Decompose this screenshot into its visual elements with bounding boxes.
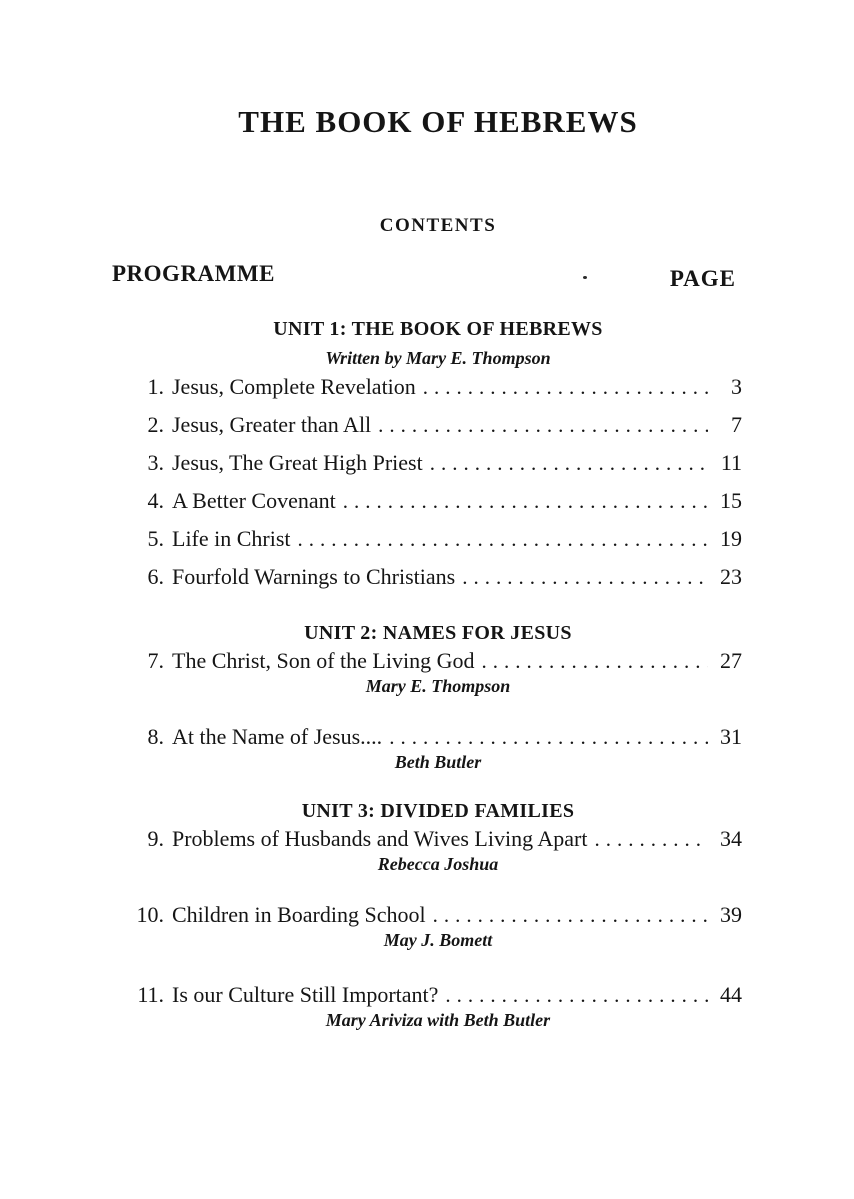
entry-title: Fourfold Warnings to Christians: [172, 564, 456, 589]
entry-author: May J. Bomett: [383, 930, 493, 950]
toc-section-unit-2: [0, 620, 854, 772]
entry-number: 11.: [137, 982, 164, 1007]
toc-entry-4: [112, 482, 742, 520]
dot-leader: [336, 482, 708, 520]
unit-3-heading: UNIT 3: DIVIDED FAMILIES: [301, 800, 575, 822]
toc-entry-8: [112, 722, 742, 752]
entry-title: At the Name of Jesus....: [172, 724, 383, 749]
dot-leader: [426, 900, 708, 930]
dot-leader: [371, 406, 708, 444]
toc-entry-5: [112, 520, 742, 558]
entry-number: 10.: [136, 902, 164, 927]
column-headers-row: [112, 260, 742, 291]
dot-leader: [416, 368, 708, 406]
dot-leader: [382, 722, 708, 752]
entry-title: Is our Culture Still Important?: [172, 982, 439, 1007]
toc-entry-10: [112, 900, 742, 930]
entry-page-number: 31: [720, 724, 742, 749]
toc-entry-2: [112, 406, 742, 444]
entry-page-number: 23: [720, 564, 742, 589]
entry-page-number: 44: [720, 982, 742, 1007]
entry-title: The Christ, Son of the Living God: [172, 648, 475, 673]
entry-title: Jesus, Greater than All: [172, 412, 372, 437]
entry-page-number: 11: [720, 450, 742, 475]
entry-page-number: 3: [731, 374, 742, 399]
entry-title: Problems of Husbands and Wives Living Apart: [172, 826, 588, 851]
toc-entry-11: [112, 980, 742, 1010]
entry-number: 5.: [147, 526, 164, 551]
entry-title: Jesus, Complete Revelation: [172, 374, 416, 399]
entry-number: 9.: [147, 826, 164, 851]
entry-title: Jesus, The Great High Priest: [172, 450, 423, 475]
entry-number: 3.: [147, 450, 164, 475]
toc-entry-7: [112, 646, 742, 676]
unit-1-byline: Written by Mary E. Thompson: [325, 348, 551, 368]
unit-1-heading: UNIT 1: THE BOOK OF HEBREWS: [273, 318, 603, 340]
toc-entry-3: [112, 444, 742, 482]
entry-number: 8.: [147, 724, 164, 749]
entry-page-number: 27: [720, 648, 742, 673]
contents-heading: CONTENTS: [379, 215, 497, 236]
entry-page-number: 19: [720, 526, 742, 551]
entry-number: 2.: [147, 412, 164, 437]
entry-author: Mary Ariviza with Beth Butler: [325, 1010, 551, 1030]
entry-number: 7.: [147, 648, 164, 673]
entry-number: 6.: [147, 564, 164, 589]
dot-leader: [587, 824, 708, 854]
dot-leader: [423, 444, 708, 482]
entry-title: Children in Boarding School: [172, 902, 426, 927]
entry-page-number: 39: [720, 902, 742, 927]
entry-page-number: 15: [720, 488, 742, 513]
page-column-label: PAGE: [669, 266, 736, 291]
page-title: THE BOOK OF HEBREWS: [238, 104, 638, 139]
toc-entry-9: [112, 824, 742, 854]
entry-author: Rebecca Joshua: [377, 854, 499, 874]
scan-artifact-dot: [583, 276, 587, 279]
entry-title: A Better Covenant: [172, 488, 336, 513]
toc-section-unit-3: [0, 798, 854, 1030]
entry-number: 4.: [147, 488, 164, 513]
dot-leader: [291, 520, 708, 558]
toc-section-unit-1: [0, 316, 854, 596]
dot-leader: [438, 980, 708, 1010]
toc-entry-1: [112, 368, 742, 406]
programme-column-label: PROGRAMME: [112, 261, 275, 286]
entry-page-number: 7: [731, 412, 742, 437]
entry-author: Beth Butler: [394, 752, 482, 772]
entry-title: Life in Christ: [172, 526, 291, 551]
dot-leader: [474, 646, 708, 676]
dot-leader: [455, 558, 708, 596]
toc-entry-6: [112, 558, 742, 596]
entry-page-number: 34: [720, 826, 742, 851]
unit-2-heading: UNIT 2: NAMES FOR JESUS: [304, 622, 572, 644]
entry-number: 1.: [147, 374, 164, 399]
entry-author: Mary E. Thompson: [365, 676, 511, 696]
